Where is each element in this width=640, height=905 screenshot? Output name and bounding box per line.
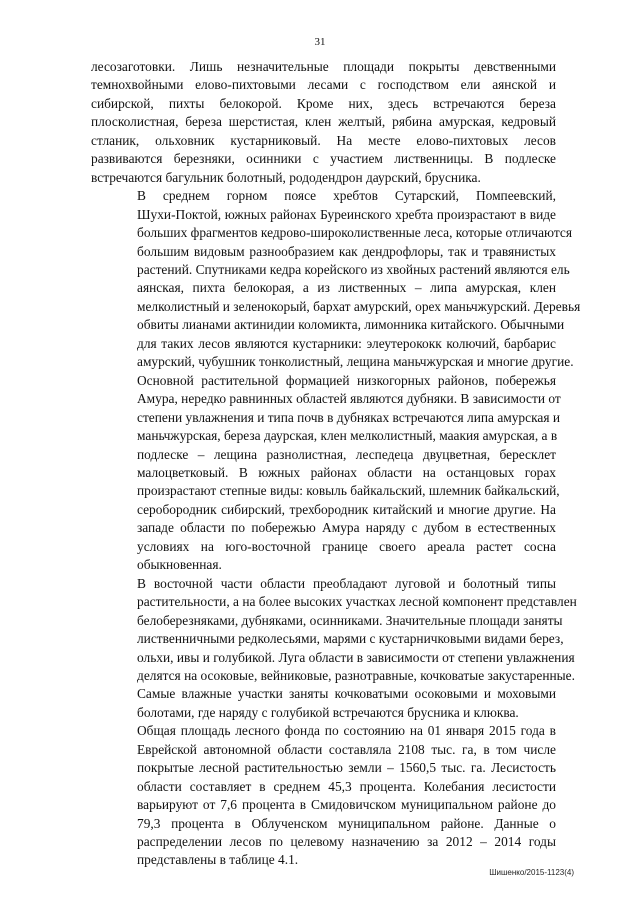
text-line: лесозаготовки. Лишь незначительные площади покрыты девственными bbox=[91, 59, 556, 74]
text-line: встречаются багульник болотный, рододендрон даурский, брусника. bbox=[91, 169, 481, 185]
text-line: маньчжурская, береза даурская, клен мелколистный, маакия амурская, а в bbox=[137, 428, 558, 444]
document-footer-code: Шишенко/2015-1123(4) bbox=[489, 868, 574, 877]
text-line: растительности, а на более высоких участках лесной компонент представлен bbox=[137, 594, 577, 610]
text-line: большим видовым разнообразием как дендрофлоры, так и травянистых bbox=[137, 243, 556, 259]
text-line: Еврейской автономной области составляла 2108 тыс. га, в том числе bbox=[137, 741, 556, 757]
text-line: 79,3 процента в Облученском муниципальном районе. Данные о bbox=[137, 815, 556, 831]
text-line: условиях на юго-восточной границе своего ареала растет сосна bbox=[137, 538, 556, 554]
text-line: области составляет в среднем 45,3 процента. Колебания лесистости bbox=[137, 778, 556, 794]
text-line: В среднем горном поясе хребтов Сутарский, Помпеевский, bbox=[137, 188, 556, 204]
text-line: стланик, ольховник кустарниковый. На месте елово-пихтовых лесов bbox=[91, 132, 556, 148]
text-line: произрастают степные виды: ковыль байкальский, шлемник байкальский, bbox=[137, 483, 560, 499]
text-line: Общая площадь лесного фонда по состоянию на 01 января 2015 года в bbox=[137, 723, 556, 739]
text-line: Самые влажные участки заняты кочковатыми осоковыми и моховыми bbox=[137, 686, 556, 702]
text-line: для таких лесов являются кустарники: элеутерококк колючий, барбарис bbox=[137, 335, 556, 351]
paragraph bbox=[91, 187, 581, 372]
text-line: малоцветковый. В южных районах области на останцовых горах bbox=[137, 464, 556, 480]
text-line: западе области по побережью Амура наряду с дубом в естественных bbox=[137, 520, 556, 536]
text-line: Основной растительной формацией низкогорных районов, побережья bbox=[137, 372, 556, 388]
text-line: плосколистная, береза шерстистая, клен желтый, рябина амурская, кедровый bbox=[91, 114, 556, 130]
text-line: сибирской, пихты белокорой. Кроме них, здесь встречаются береза bbox=[91, 95, 556, 111]
text-line: Шухи-Поктой, южных районах Буреинского хребта произрастают в виде bbox=[137, 206, 556, 222]
paragraph bbox=[91, 575, 577, 723]
text-line: ольхи, ивы и голубикой. Луга области в зависимости от степени увлажнения bbox=[137, 649, 575, 665]
text-line: болотами, где наряду с голубикой встречаются брусника и клюква. bbox=[137, 704, 519, 720]
text-line: обвиты лианами актинидии коломикта, лимонника китайского. Обычными bbox=[137, 317, 565, 333]
text-line: растений. Спутниками кедра корейского из хвойных растений являются ель bbox=[137, 261, 570, 277]
text-line: обыкновенная. bbox=[137, 557, 222, 573]
text-line: представлены в таблице 4.1. bbox=[137, 852, 299, 868]
text-line: степени увлажнения и типа почв в дубняках встречаются липа амурская и bbox=[137, 409, 560, 425]
text-line: Амура, нередко равнинных областей являются дубняки. В зависимости от bbox=[137, 391, 561, 407]
paragraph bbox=[91, 372, 561, 575]
text-line: мелколистный и зеленокорый, бархат амурский, орех маньчжурский. Деревья bbox=[137, 298, 581, 314]
text-line: варьируют от 7,6 процента в Смидовичском муниципальном районе до bbox=[137, 797, 556, 813]
text-line: распределении лесов по целевому назначению за 2012 – 2014 годы bbox=[137, 834, 556, 850]
text-line: больших фрагментов кедрово-широколиственные леса, которые отличаются bbox=[137, 225, 572, 241]
text-line: развиваются березняки, осинники с участием лиственницы. В подлеске bbox=[91, 151, 556, 167]
paragraph bbox=[91, 58, 556, 187]
text-line: В восточной части области преобладают луговой и болотный типы bbox=[137, 575, 556, 591]
text-line: темнохвойными елово-пихтовыми лесами с господством ели аянской и bbox=[91, 77, 556, 93]
body-text bbox=[91, 58, 581, 870]
text-line: лиственничными редколесьями, марями с кустарничковыми видами берез, bbox=[137, 631, 564, 647]
text-line: белоберезняками, дубняками, осинниками. Значительные площади заняты bbox=[137, 612, 563, 628]
page-number: 31 bbox=[314, 36, 326, 48]
text-line: аянская, пихта белокорая, а из лиственных – липа амурская, клен bbox=[137, 280, 556, 296]
text-line: подлеске – лещина разнолистная, леспедеца двуцветная, бересклет bbox=[137, 446, 556, 462]
text-line: покрытые лесной растительностью земли – 1560,5 тыс. га. Лесистость bbox=[137, 760, 556, 776]
paragraph bbox=[91, 722, 556, 870]
text-line: делятся на осоковые, вейниковые, разнотравные, кочковатые закустаренные. bbox=[137, 667, 575, 683]
text-line: амурский, чубушник тонколистный, лещина маньчжурская и многие другие. bbox=[137, 354, 574, 370]
text-line: серобородник сибирский, трехбородник китайский и многие другие. На bbox=[137, 501, 556, 517]
